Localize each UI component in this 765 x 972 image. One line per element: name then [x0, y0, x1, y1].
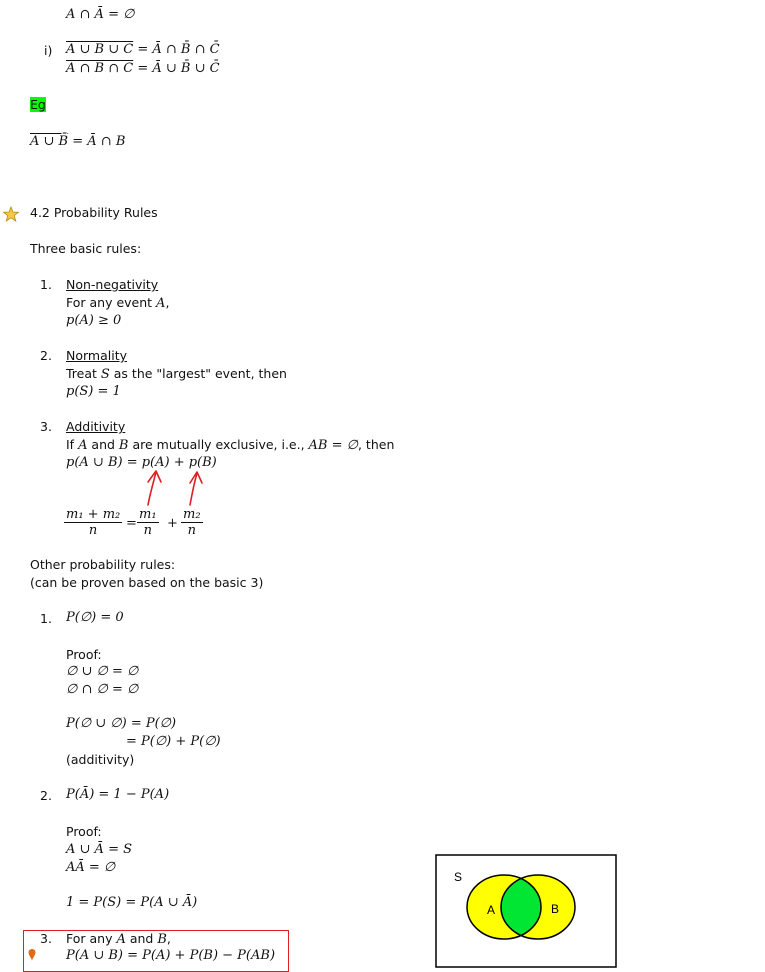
- venn-diagram: [435, 854, 617, 960]
- other-rules-intro: Other probability rules:: [30, 557, 176, 572]
- universe-label: S: [454, 870, 463, 884]
- other-rule-3-description: For any A and B,: [66, 931, 171, 947]
- overlined-union: A ∪ B ∪ C: [66, 42, 134, 57]
- eg-rhs: = Ā ∩ B: [72, 134, 126, 149]
- other-rule-1-step-1: ∅ ∪ ∅ = ∅: [66, 664, 139, 679]
- star-icon: [3, 206, 19, 222]
- eg-overlined-lhs: A ∪ B̄: [30, 134, 69, 149]
- other-rule-2-step-1: A ∪ Ā = S: [66, 842, 132, 857]
- complement-intersection-formula: A ∩ Ā = ∅: [66, 7, 135, 22]
- other-rule-2-statement: P(Ā) = 1 − P(A): [66, 787, 170, 802]
- fraction-mid: $\frac{\text{m₁}}{n}$: [139, 507, 157, 538]
- fraction-lhs: $\frac{\text{m₁ + m₂}}{n}$: [66, 507, 121, 538]
- item-i-marker: i): [44, 43, 53, 58]
- union-rhs: = Ā ∩ B̄ ∩ C̄: [137, 42, 220, 57]
- other-rule-1-proof-label: Proof:: [66, 647, 102, 662]
- rule-3-number: 3.: [40, 419, 52, 434]
- set-a-label: A: [487, 903, 496, 917]
- other-rules-note: (can be proven based on the basic 3): [30, 575, 264, 590]
- cut-off-line: [66, 0, 70, 7]
- set-b-label: B: [551, 902, 560, 916]
- rule-2-name: Normality: [66, 348, 127, 363]
- other-rule-1-step-2: ∅ ∩ ∅ = ∅: [66, 682, 139, 697]
- other-rule-3-formula: P(A ∪ B) = P(A) + P(B) − P(AB): [66, 948, 276, 963]
- other-rule-2-proof-label: Proof:: [66, 824, 102, 839]
- fraction-rhs: $\frac{\text{m₂}}{n}$: [183, 507, 201, 538]
- rule-1-number: 1.: [40, 277, 52, 292]
- rule-2-number: 2.: [40, 348, 52, 363]
- other-rule-1-note: (additivity): [66, 752, 135, 767]
- rule-2-formula: p(S) = 1: [66, 384, 121, 399]
- other-rule-2-number: 2.: [40, 788, 52, 803]
- rule-1-description: For any event A,: [66, 295, 170, 311]
- other-rule-1-number: 1.: [40, 611, 52, 626]
- de-morgan-intersection-formula: [66, 61, 220, 77]
- other-rule-2-step-3: 1 = P(S) = P(A ∪ Ā): [66, 895, 198, 910]
- rule-1-formula: p(A) ≥ 0: [66, 313, 122, 328]
- overlined-intersection: A ∩ B ∩ C: [66, 61, 134, 76]
- intersection-rhs: = Ā ∪ B̄ ∪ C̄: [137, 61, 220, 76]
- other-rule-1-statement: P(∅) = 0: [66, 610, 124, 625]
- other-rule-1-step-4: = P(∅) + P(∅): [126, 734, 221, 749]
- eg-formula: [30, 134, 125, 150]
- section-title: 4.2 Probability Rules: [30, 205, 158, 220]
- fraction-equals: =: [126, 516, 137, 531]
- section-intro: Three basic rules:: [30, 241, 142, 256]
- fraction-plus: +: [167, 516, 178, 531]
- annotation-arrows: [140, 468, 210, 508]
- de-morgan-union-formula: [66, 42, 220, 58]
- rule-1-name: Non-negativity: [66, 277, 159, 292]
- rule-3-description: If A and B are mutually exclusive, i.e., AB = ∅, then: [66, 437, 395, 453]
- other-rule-3-number: 3.: [40, 931, 52, 946]
- rule-2-description: Treat S as the "largest" event, then: [66, 366, 287, 382]
- other-rule-1-step-3: P(∅ ∪ ∅) = P(∅): [66, 716, 177, 731]
- rule-3-name: Additivity: [66, 419, 126, 434]
- other-rule-2-step-2: AĀ = ∅: [66, 860, 116, 875]
- eg-label: Eg: [30, 97, 46, 112]
- rule-3-formula: p(A ∪ B) = p(A) + p(B): [66, 455, 217, 470]
